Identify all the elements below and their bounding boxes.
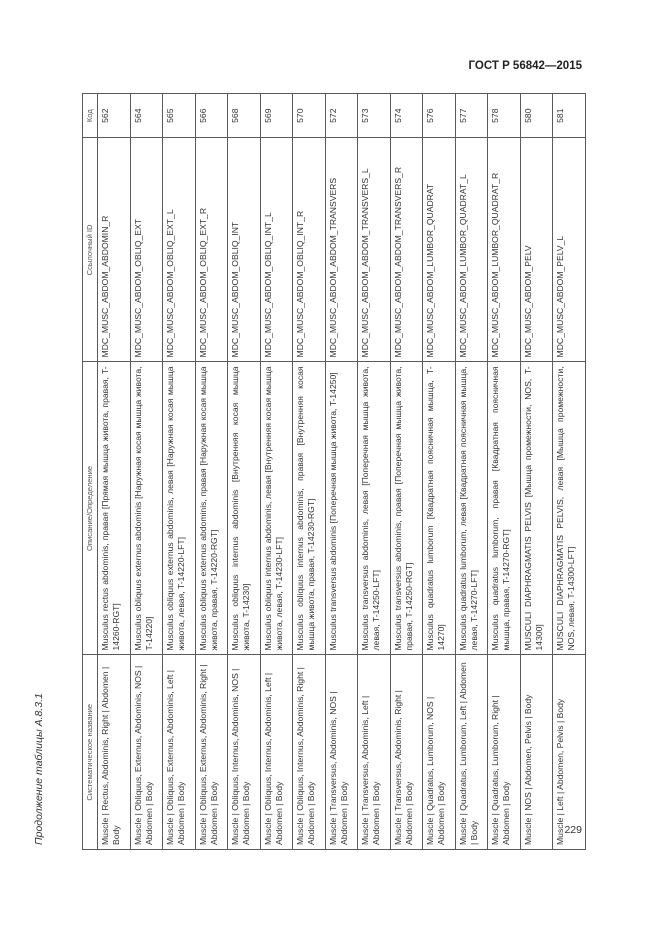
cell-reference-id: MDC_MUSC_ABDOM_ABDOM_TRANSVERS_R — [390, 138, 423, 362]
table-row — [455, 94, 488, 850]
cell-systematic-name: Muscle | Obliquus, Internus, Abdominis, Right | Abdomen | Body — [293, 655, 326, 850]
cell-code: 562 — [98, 94, 131, 138]
standard-header: ГОСТ Р 56842—2015 — [468, 60, 582, 72]
cell-reference-id: MDC_MUSC_ABDOM_ABDOMIN_R — [98, 138, 131, 362]
table-row — [195, 94, 228, 850]
cell-code: 570 — [293, 94, 326, 138]
cell-description: Musculus obliquus internus abdominis, левая [Внутренняя косая мышца живота, левая, T-14230-LFT] — [260, 362, 293, 655]
table-row — [130, 94, 163, 850]
table-row — [553, 94, 586, 850]
cell-systematic-name: Muscle | Quadratus, Lumborum, Left | Abdomen | Body — [455, 655, 488, 850]
table-row — [423, 94, 456, 850]
table-continuation-caption: Продолжение таблицы А.8.3.1 — [33, 693, 45, 845]
table-row — [163, 94, 196, 850]
cell-reference-id: MDC_MUSC_ABDOM_OBLIQ_INT_L — [260, 138, 293, 362]
cell-systematic-name: Muscle | Transversus, Abdominis, NOS | Abdomen | Body — [325, 655, 358, 850]
cell-description: MUSCULI DIAPHRAGMATIS PELVIS, левая [Мышца промежности, NOS, левая, T-14300-LFT] — [553, 362, 586, 655]
terminology-table — [82, 93, 586, 850]
cell-code: 580 — [520, 94, 553, 138]
cell-reference-id: MDC_MUSC_ABDOM_PELV — [520, 138, 553, 362]
cell-description: Musculus transversus abdominis, левая [Поперечная мышца живота, левая, T-14250-LFT] — [358, 362, 391, 655]
cell-description: Musculus quadratus lumborum, левая [Квадратная поясничная мышца, левая, T-14270-LFT] — [455, 362, 488, 655]
cell-systematic-name: Muscle | Transversus, Abdominis, Left | Abdomen | Body — [358, 655, 391, 850]
cell-systematic-name: Muscle | Obliquus, Externus, Abdominis, Right | Abdomen | Body — [195, 655, 228, 850]
cell-description: Musculus obliquus externus abdominis [Наружная косая мышца живота, T-14220] — [130, 362, 163, 655]
cell-reference-id: MDC_MUSC_ABDOM_OBLIQ_EXT_L — [163, 138, 196, 362]
cell-reference-id: MDC_MUSC_ABDOM_LUMBOR_QUADRAT — [423, 138, 456, 362]
cell-description: MUSCULI DIAPHRAGMATIS PELVIS [Мышца промежности, NOS, T-14300] — [520, 362, 553, 655]
cell-systematic-name: Muscle | Obliquus, Externus, Abdominis, Left | Abdomen | Body — [163, 655, 196, 850]
col-header-code: Код — [83, 94, 98, 138]
cell-systematic-name: Muscle | Quadratus, Lumborum, NOS | Abdomen | Body — [423, 655, 456, 850]
col-header-desc: Описание/Определение — [83, 362, 98, 655]
cell-code: 576 — [423, 94, 456, 138]
cell-description: Musculus transversus abdominis, правая [Поперечная мышца живота, правая, T-14250-RGT] — [390, 362, 423, 655]
cell-code: 569 — [260, 94, 293, 138]
cell-description: Musculus quadratus lumborum, правая [Квадратная поясничная мышца, правая, T-14270-RGT] — [488, 362, 521, 655]
cell-code: 572 — [325, 94, 358, 138]
cell-reference-id: MDC_MUSC_ABDOM_PELV_L — [553, 138, 586, 362]
cell-code: 578 — [488, 94, 521, 138]
cell-reference-id: MDC_MUSC_ABDOM_OBLIQ_INT — [228, 138, 261, 362]
table-row — [520, 94, 553, 850]
cell-code: 573 — [358, 94, 391, 138]
cell-reference-id: MDC_MUSC_ABDOM_LUMBOR_QUADRAT_L — [455, 138, 488, 362]
rotated-table-container — [82, 93, 597, 850]
cell-code: 577 — [455, 94, 488, 138]
cell-description: Musculus obliquus internus abdominis, правая [Внутренняя косая мышца живота, правая, T-14230-RGT] — [293, 362, 326, 655]
col-header-name: Систематическое название — [83, 655, 98, 850]
cell-reference-id: MDC_MUSC_ABDOM_ABDOM_TRANSVERS_L — [358, 138, 391, 362]
table-row — [228, 94, 261, 850]
cell-reference-id: MDC_MUSC_ABDOM_LUMBOR_QUADRAT_R — [488, 138, 521, 362]
cell-description: Musculus obliquus internus abdominis [Внутренняя косая мышца живота, T-14230] — [228, 362, 261, 655]
cell-description: Musculus obliquus externus abdominis, правая [Наружная косая мышца живота, правая, T-14220-RGT] — [195, 362, 228, 655]
table-row — [293, 94, 326, 850]
cell-reference-id: MDC_MUSC_ABDOM_OBLIQ_EXT — [130, 138, 163, 362]
table-row — [488, 94, 521, 850]
table-row — [98, 94, 131, 850]
table-row — [390, 94, 423, 850]
cell-systematic-name: Muscle | Obliquus, Externus, Abdominis, NOS | Abdomen | Body — [130, 655, 163, 850]
cell-reference-id: MDC_MUSC_ABDOM_OBLIQ_EXT_R — [195, 138, 228, 362]
cell-systematic-name: Muscle | Transversus, Abdominis, Right | Abdomen | Body — [390, 655, 423, 850]
page-number: 229 — [564, 824, 582, 836]
cell-code: 564 — [130, 94, 163, 138]
table-row — [358, 94, 391, 850]
cell-systematic-name: Muscle | Rectus, Abdominis, Right | Abdomen | Body — [98, 655, 131, 850]
cell-systematic-name: Muscle | NOS | Abdomen, Pelvis | Body — [520, 655, 553, 850]
col-header-ref: Ссылочный ID — [83, 138, 98, 362]
cell-code: 566 — [195, 94, 228, 138]
cell-description: Musculus quadratus lumborum [Квадратная поясничная мышца, T-14270] — [423, 362, 456, 655]
cell-systematic-name: Muscle | Left | Abdomen, Pelvis | Body — [553, 655, 586, 850]
cell-systematic-name: Muscle | Obliquus, Internus, Abdominis, NOS | Abdomen | Body — [228, 655, 261, 850]
cell-systematic-name: Muscle | Quadratus, Lumborum, Right | Abdomen | Body — [488, 655, 521, 850]
cell-reference-id: MDC_MUSC_ABDOM_ABDOM_TRANSVERS — [325, 138, 358, 362]
table-row — [325, 94, 358, 850]
table-row — [260, 94, 293, 850]
cell-systematic-name: Muscle | Obliquus, Internus, Abdominis, Left | Abdomen | Body — [260, 655, 293, 850]
cell-code: 565 — [163, 94, 196, 138]
table-header-row — [83, 94, 98, 850]
cell-description: Musculus rectus abdominis, правая [Прямая мышца живота, правая, T-14260-RGT] — [98, 362, 131, 655]
cell-reference-id: MDC_MUSC_ABDOM_OBLIQ_INT_R — [293, 138, 326, 362]
cell-code: 568 — [228, 94, 261, 138]
cell-description: Musculus transversus abdominis [Поперечная мышца живота, T-14250] — [325, 362, 358, 655]
cell-description: Musculus obliquus externus abdominis, левая [Наружная косая мышца живота, левая, T-14220-LFT] — [163, 362, 196, 655]
cell-code: 574 — [390, 94, 423, 138]
cell-code: 581 — [553, 94, 586, 138]
